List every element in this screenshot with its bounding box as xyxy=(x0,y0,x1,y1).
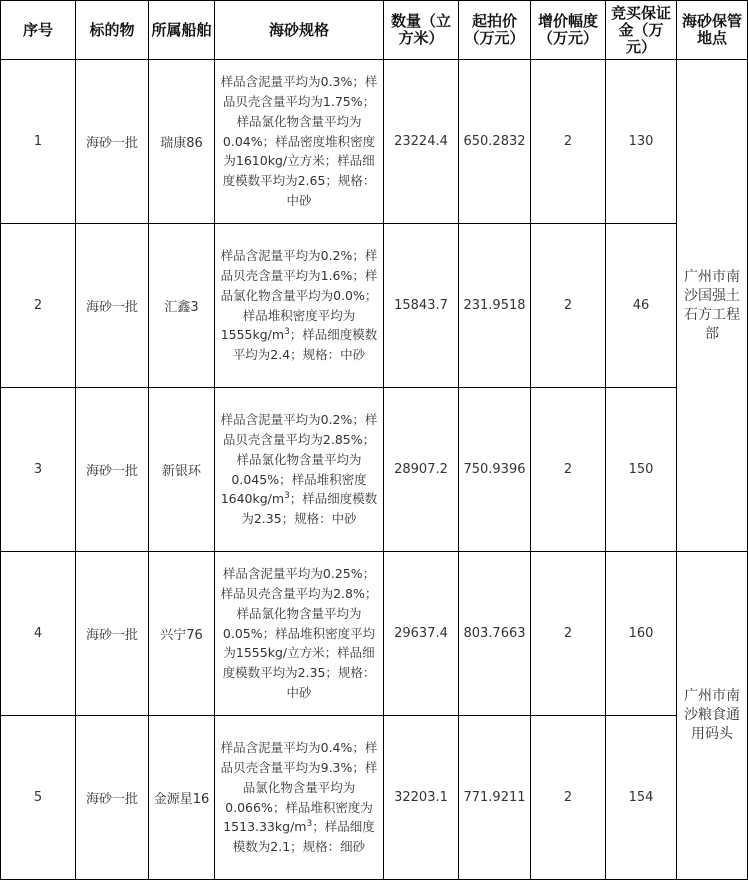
cell-no: 1 xyxy=(1,60,76,224)
cell-no: 3 xyxy=(1,388,76,552)
header-ship: 所属船舶 xyxy=(149,1,215,60)
cell-quantity: 29637.4 xyxy=(384,552,459,716)
cell-start-price: 650.2832 xyxy=(459,60,531,224)
table-row xyxy=(1,388,748,552)
cell-item: 海砂一批 xyxy=(76,552,149,716)
cell-no: 4 xyxy=(1,552,76,716)
cell-start-price: 771.9211 xyxy=(459,716,531,880)
cell-item: 海砂一批 xyxy=(76,224,149,388)
cell-start-price: 803.7663 xyxy=(459,552,531,716)
cell-ship: 汇鑫3 xyxy=(149,224,215,388)
spec-superscript: 3 xyxy=(284,327,290,338)
cell-quantity: 23224.4 xyxy=(384,60,459,224)
cell-ship: 兴宁76 xyxy=(149,552,215,716)
spec-text: ；样品细度模数平均为2.4；规格：中砂 xyxy=(232,327,378,363)
cell-increment: 2 xyxy=(531,224,606,388)
cell-deposit: 160 xyxy=(606,552,677,716)
spec-text: 样品含泥量平均为0.4%；样品贝壳含量平均为9.3%；样品氯化物含量平均为0.066%；样品堆积密度为1513.33kg/m xyxy=(220,740,378,835)
cell-spec xyxy=(215,224,384,388)
cell-location-group1: 广州市南沙国强土石方工程部 xyxy=(677,60,748,552)
header-no: 序号 xyxy=(1,1,76,60)
cell-deposit: 130 xyxy=(606,60,677,224)
cell-item: 海砂一批 xyxy=(76,60,149,224)
header-quantity: 数量（立方米） xyxy=(384,1,459,60)
header-item: 标的物 xyxy=(76,1,149,60)
cell-spec: 样品含泥量平均为0.3%；样品贝壳含量平均为1.75%；样品氯化物含量平均为0.04%；样品密度堆积密度为1610kg/立方米；样品细度模数平均为2.65；规格：中砂 xyxy=(215,60,384,224)
spec-superscript: 3 xyxy=(306,819,313,830)
table-row xyxy=(1,60,748,224)
spec-text: 样品含泥量平均为0.2%；样品贝壳含量平均为2.85%；样品氯化物含量平均为0.045%；样品堆积密度1640kg/m xyxy=(220,412,378,507)
header-increment: 增价幅度（万元） xyxy=(531,1,606,60)
spec-text: ；样品细度模数为2.35；规格：中砂 xyxy=(241,491,378,527)
cell-item: 海砂一批 xyxy=(76,716,149,880)
cell-no: 5 xyxy=(1,716,76,880)
cell-quantity: 28907.2 xyxy=(384,388,459,552)
cell-increment: 2 xyxy=(531,60,606,224)
header-row xyxy=(1,1,748,60)
cell-ship: 瑞康86 xyxy=(149,60,215,224)
header-spec: 海砂规格 xyxy=(215,1,384,60)
cell-no: 2 xyxy=(1,224,76,388)
cell-quantity: 32203.1 xyxy=(384,716,459,880)
table-row xyxy=(1,552,748,716)
cell-deposit: 150 xyxy=(606,388,677,552)
cell-spec: 样品含泥量平均为0.25%；样品贝壳含量平均为2.8%；样品氯化物含量平均为0.05%；样品堆积密度平均为1555kg/立方米；样品细度模数平均为2.35；规格：中砂 xyxy=(215,552,384,716)
cell-increment: 2 xyxy=(531,388,606,552)
cell-item: 海砂一批 xyxy=(76,388,149,552)
header-location: 海砂保管地点 xyxy=(677,1,748,60)
table-row xyxy=(1,716,748,880)
cell-increment: 2 xyxy=(531,552,606,716)
header-start-price: 起拍价（万元） xyxy=(459,1,531,60)
spec-text: 样品含泥量平均为0.2%；样品贝壳含量平均为1.6%；样品氯化物含量平均为0.0%；样品堆积密度平均为1555kg/m xyxy=(220,248,378,343)
cell-increment: 2 xyxy=(531,716,606,880)
cell-quantity: 15843.7 xyxy=(384,224,459,388)
table-row xyxy=(1,224,748,388)
spec-superscript: 3 xyxy=(284,491,290,502)
cell-deposit: 154 xyxy=(606,716,677,880)
cell-spec xyxy=(215,716,384,880)
cell-deposit: 46 xyxy=(606,224,677,388)
cell-location-group2: 广州市南沙粮食通用码头 xyxy=(677,552,748,880)
cell-ship: 新银环 xyxy=(149,388,215,552)
cell-spec xyxy=(215,388,384,552)
cell-ship: 金源星16 xyxy=(149,716,215,880)
cell-start-price: 750.9396 xyxy=(459,388,531,552)
header-deposit: 竞买保证金（万元） xyxy=(606,1,677,60)
cell-start-price: 231.9518 xyxy=(459,224,531,388)
spec-text: ；样品细度模数为2.1；规格：细砂 xyxy=(232,819,375,855)
